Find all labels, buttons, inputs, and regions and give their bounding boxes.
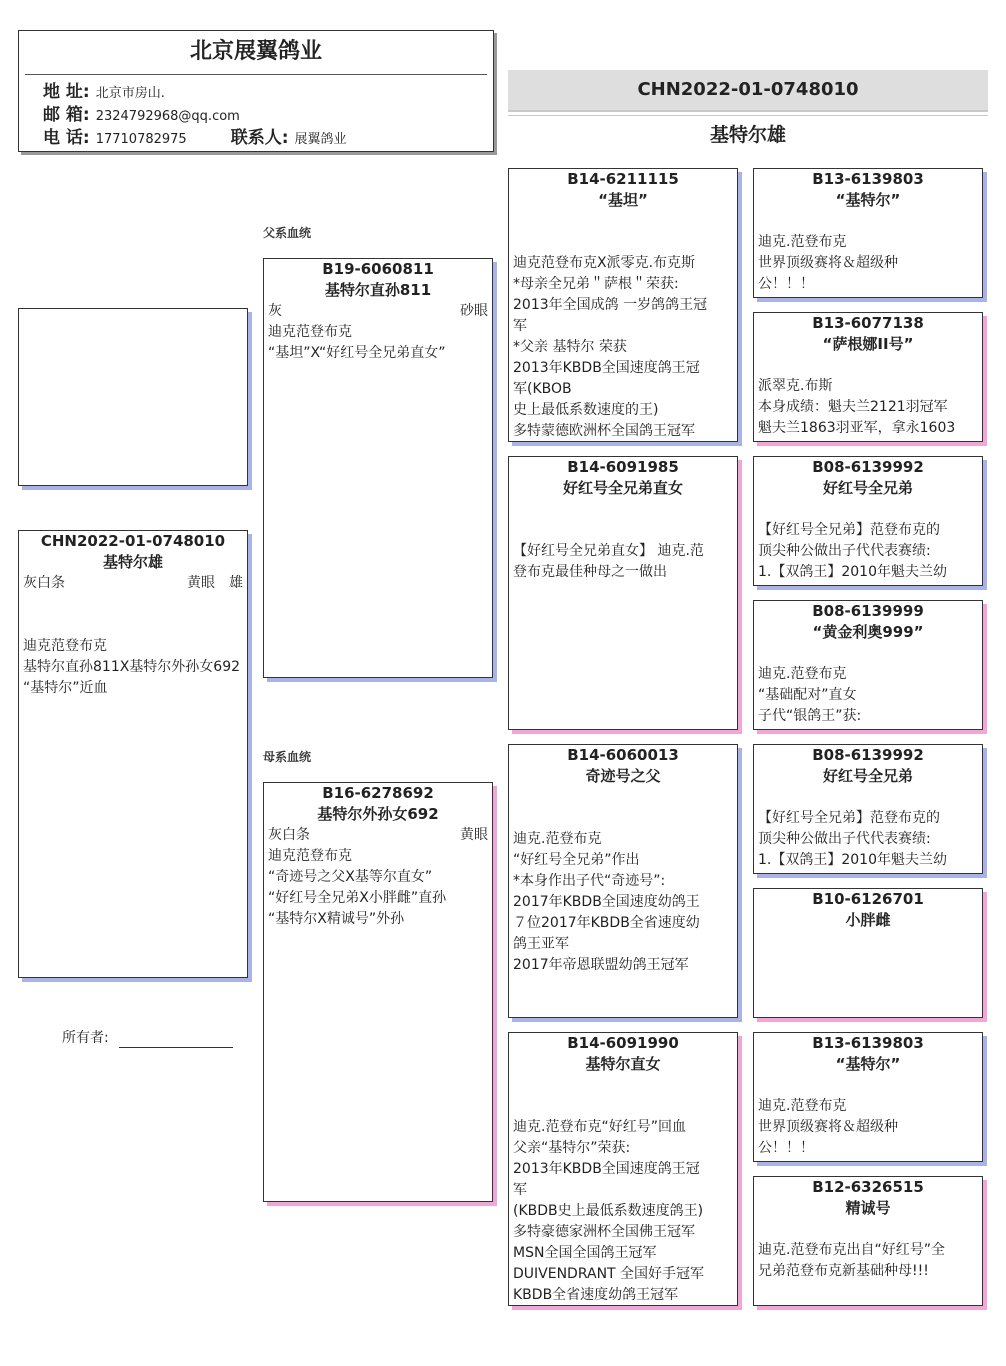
sire-line-label: 父系血统: [263, 226, 312, 240]
note-line: 迪克范登布克X派零克.布克斯: [513, 255, 696, 271]
owner-label: 所有者:: [62, 1030, 109, 1046]
note-line: 世界顶级赛将＆超级种: [758, 255, 898, 271]
ggp-card-3: [753, 456, 983, 586]
note-line: 迪克.范登布克: [513, 831, 602, 847]
dam-line-label: 母系血统: [263, 750, 312, 764]
card-ring: B10-6126701: [812, 890, 924, 908]
note-line: 军(KBOB: [513, 381, 572, 397]
note-line: 军: [513, 318, 527, 334]
note-line: 本身成绩：魁夫兰2121羽冠军: [758, 399, 948, 415]
card-name: 基特尔直女: [585, 1055, 661, 1073]
note-line: 基特尔直孙811X基特尔外孙女692: [23, 659, 241, 675]
sire-ring: B19-6060811: [322, 260, 434, 278]
card-ring: B13-6139803: [812, 170, 924, 188]
card-name: “基特尔”: [835, 1055, 901, 1073]
grandsire-paternal-card: [508, 168, 738, 442]
card-notes: [754, 1096, 982, 1159]
loft-info: [19, 75, 493, 150]
note-line: 2013年全国成鸽 一岁鸽鸽王冠: [513, 297, 708, 313]
card-name: “基坦”: [598, 191, 648, 209]
email-label: 邮 箱:: [43, 105, 90, 125]
loft-name: 北京展翼鸽业: [189, 39, 322, 64]
subject-card: [18, 530, 248, 978]
contact-value: 展翼鸽业: [294, 132, 347, 147]
ggp-card-5: [753, 744, 983, 874]
ggp-card-6: [753, 888, 983, 1018]
note-line: 【好红号全兄弟直女】 迪克.范: [513, 543, 704, 559]
sire-name: 基特尔直孙811: [324, 281, 432, 299]
phone-label: 电 话:: [43, 128, 90, 148]
card-ring: B14-6211115: [567, 170, 679, 188]
owner-line: [62, 1028, 233, 1048]
owner-blank: [119, 1047, 233, 1048]
note-line: 军: [513, 1182, 527, 1198]
note-line: *母亲全兄弟＂萨根＂荣获:: [513, 276, 679, 292]
dam-name: 基特尔外孙女692: [317, 805, 439, 823]
ggp-card-1: [753, 168, 983, 298]
card-ring: B13-6077138: [812, 314, 924, 332]
address-value: 北京市房山.: [95, 86, 165, 101]
note-line: *父亲 基特尔 荣获: [513, 339, 627, 355]
note-line: KBDB全省速度幼鸽王冠军: [513, 1287, 679, 1303]
ggp-card-7: [753, 1032, 983, 1162]
note-line: ７位2017年KBDB全省速度幼: [513, 915, 700, 931]
sire-notes: [264, 322, 492, 364]
card-notes: [754, 808, 982, 871]
dam-notes: [264, 846, 492, 930]
sire-eye: 砂眼: [460, 303, 488, 319]
note-line: 魁夫兰1863羽亚军，拿永1603: [758, 420, 956, 436]
header-name: 基特尔雄: [709, 124, 786, 146]
note-line: 公！！！: [758, 276, 814, 292]
card-notes: [754, 664, 982, 727]
note-line: “基特尔”近血: [23, 680, 108, 696]
ggp-card-8: [753, 1176, 983, 1306]
note-line: MSN全国全国鸽王冠军: [513, 1245, 657, 1261]
note-line: 1.【双鸽王】2010年魁夫兰幼: [758, 852, 947, 868]
note-line: 2013年KBDB全国速度鸽王冠: [513, 1161, 700, 1177]
note-line: (KBDB史上最低系数速度鸽王): [513, 1203, 704, 1219]
note-line: 迪克范登布克: [268, 324, 352, 340]
note-line: 1.【双鸽王】2010年魁夫兰幼: [758, 564, 947, 580]
note-line: 多特豪德家洲杯全国佛王冠军: [513, 1224, 695, 1240]
granddam-paternal-card: [508, 456, 738, 730]
card-name: “黄金利奥999”: [812, 623, 924, 641]
header-divider: [508, 115, 988, 116]
ggp-card-4: [753, 600, 983, 730]
card-name: 好红号全兄弟: [822, 479, 913, 497]
note-line: 公！！！: [758, 1140, 814, 1156]
note-line: “基特尔X精诚号”外孙: [268, 911, 405, 927]
note-line: 迪克范登布克: [268, 848, 352, 864]
note-line: 迪克.范登布克: [758, 1098, 847, 1114]
card-ring: B13-6139803: [812, 1034, 924, 1052]
card-ring: B14-6091985: [567, 458, 679, 476]
subject-name: 基特尔雄: [102, 553, 163, 571]
dam-eye: 黄眼: [460, 827, 488, 843]
loft-card: [18, 30, 494, 152]
card-notes: [509, 541, 737, 583]
dam-ring: B16-6278692: [322, 784, 434, 802]
card-notes: [754, 376, 982, 439]
note-line: 顶尖种公做出子代代表赛绩:: [758, 831, 931, 847]
header-ring: CHN2022-01-0748010: [637, 79, 859, 100]
card-notes: [754, 520, 982, 583]
dam-traits: [264, 825, 492, 846]
card-name: “基特尔”: [835, 191, 901, 209]
address-label: 地 址:: [43, 82, 90, 102]
note-line: 多特蒙德欧洲杯全国鸽王冠军: [513, 423, 695, 439]
card-name: 好红号全兄弟直女: [562, 479, 683, 497]
note-line: 史上最低系数速度的王): [513, 402, 659, 418]
sire-color: 灰: [268, 303, 282, 319]
phone-value: 17710782975: [95, 132, 187, 147]
note-line: 派翠克.布斯: [758, 378, 833, 394]
card-ring: B12-6326515: [812, 1178, 924, 1196]
granddam-maternal-card: [508, 1032, 738, 1306]
ggp-card-2: [753, 312, 983, 442]
header-ring-bar: [508, 70, 988, 112]
sire-card: [263, 258, 493, 678]
card-name: 精诚号: [845, 1199, 891, 1217]
card-notes: [509, 829, 737, 976]
note-line: 2017年KBDB全国速度幼鸽王: [513, 894, 700, 910]
note-line: 【好红号全兄弟】范登布克的: [758, 810, 940, 826]
note-line: 迪克.范登布克: [758, 234, 847, 250]
subject-notes: [19, 636, 247, 699]
note-line: 父亲“基特尔”荣获:: [513, 1140, 631, 1156]
note-line: 鸽王亚军: [513, 936, 569, 952]
note-line: “好红号全兄弟X小胖雌”直孙: [268, 890, 447, 906]
note-line: “好红号全兄弟”作出: [513, 852, 640, 868]
note-line: “基础配对”直女: [758, 687, 857, 703]
card-notes: [754, 1240, 982, 1282]
note-line: 2017年帝恩联盟幼鸽王冠军: [513, 957, 689, 973]
note-line: 世界顶级赛将＆超级种: [758, 1119, 898, 1135]
sire-traits: [264, 301, 492, 322]
card-name: 好红号全兄弟: [822, 767, 913, 785]
note-line: 顶尖种公做出子代代表赛绩:: [758, 543, 931, 559]
card-ring: B08-6139992: [812, 458, 924, 476]
card-ring: B08-6139999: [812, 602, 924, 620]
note-line: 【好红号全兄弟】范登布克的: [758, 522, 940, 538]
note-line: 迪克范登布克: [23, 638, 107, 654]
note-line: 登布克最佳种母之一做出: [513, 564, 667, 580]
subject-traits: [19, 573, 247, 594]
card-ring: B14-6060013: [567, 746, 679, 764]
card-notes: [754, 232, 982, 295]
grandsire-maternal-card: [508, 744, 738, 1018]
card-notes: [509, 253, 737, 442]
note-line: 子代“银鸽王”获:: [758, 708, 862, 724]
subject-eye-sex: 黄眼 雄: [187, 575, 243, 591]
card-name: 奇迹号之父: [585, 767, 661, 785]
note-line: 兄弟范登布克新基础种母!!!: [758, 1263, 929, 1279]
dam-card: [263, 782, 493, 1202]
note-line: 迪克.范登布克“好红号”回血: [513, 1119, 686, 1135]
note-line: 2013年KBDB全国速度鸽王冠: [513, 360, 700, 376]
subject-ring: CHN2022-01-0748010: [40, 532, 226, 550]
card-ring: B08-6139992: [812, 746, 924, 764]
note-line: *本身作出子代“奇迹号”:: [513, 873, 666, 889]
photo-box: [18, 308, 248, 486]
card-ring: B14-6091990: [567, 1034, 679, 1052]
card-name: 小胖雌: [845, 911, 891, 929]
subject-color: 灰白条: [23, 575, 65, 591]
note-line: 迪克.范登布克: [758, 666, 847, 682]
card-name: “萨根娜II号”: [822, 335, 914, 353]
contact-label: 联系人:: [230, 128, 289, 148]
note-line: DUIVENDRANT 全国好手冠军: [513, 1266, 705, 1282]
note-line: 迪克.范登布克出自“好红号”全: [758, 1242, 945, 1258]
note-line: “奇迹号之父X基等尔直女”: [268, 869, 433, 885]
email-value: 2324792968@qq.com: [95, 109, 240, 124]
card-notes: [509, 1117, 737, 1306]
note-line: “基坦”X“好红号全兄弟直女”: [268, 345, 446, 361]
dam-color: 灰白条: [268, 827, 310, 843]
